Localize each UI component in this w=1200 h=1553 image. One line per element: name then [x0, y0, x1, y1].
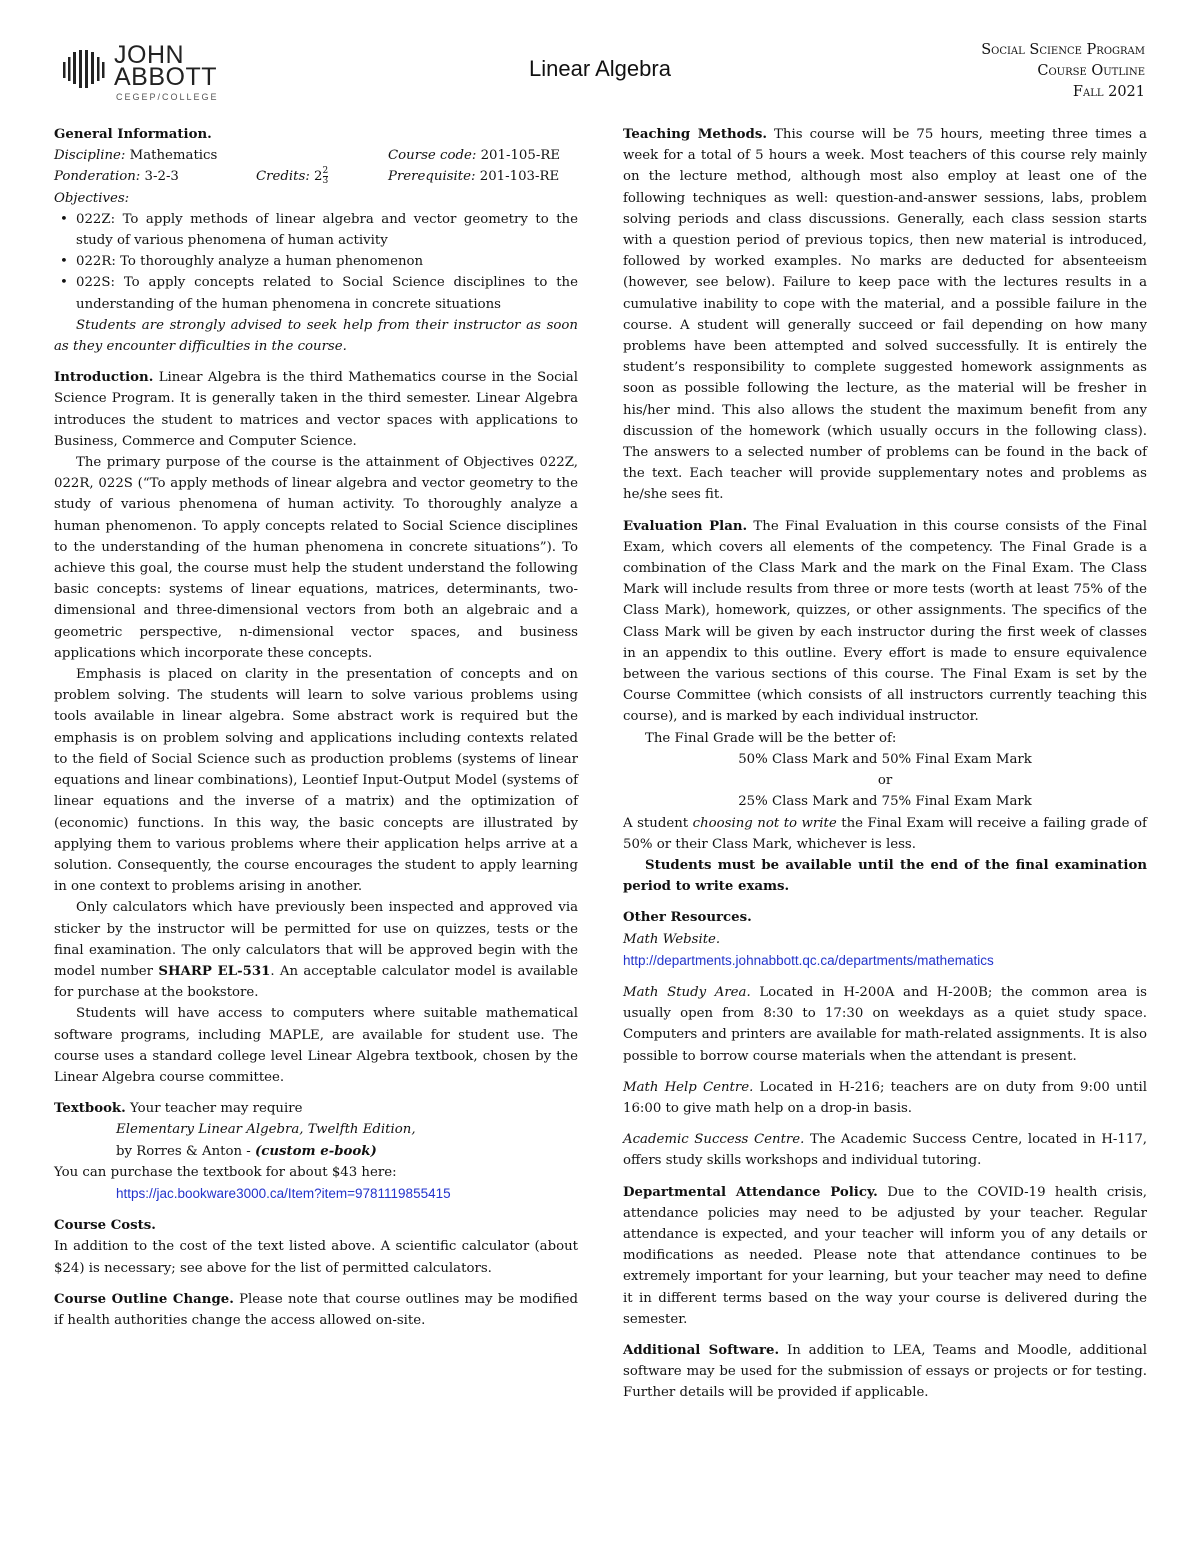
prerequisite-label: Prerequisite: — [388, 169, 476, 185]
textbook-authors-line — [54, 1141, 578, 1162]
general-info-heading: General Information. — [54, 127, 212, 142]
attendance-section — [623, 1182, 1147, 1330]
software-heading: Additional Software. — [623, 1342, 780, 1358]
other-resources-heading: Other Resources. — [623, 910, 752, 926]
objectives-list — [54, 209, 578, 315]
study-area-text: Located in H-200A and H-200B; the common area is usually open from 8:30 to 17:30 on weekdays as a quiet study space. Computers and printers are available for math-related assignments. It is also possible to borrow course materials when the attendant is present. — [623, 984, 1147, 1064]
course-costs-text: In addition to the cost of the text listed above. A scientific calculator (about $24) is necessary; see above for the list of permitted calculators. — [54, 1239, 578, 1276]
evaluation-heading: Evaluation Plan. — [623, 518, 748, 534]
teaching-section — [623, 124, 1147, 506]
help-centre-section — [623, 1077, 1147, 1119]
semester: Fall 2021 — [1072, 84, 1145, 100]
failing-rule — [623, 813, 1147, 855]
course-costs-heading: Course Costs. — [54, 1218, 156, 1234]
calculator-text-after: . An acceptable calculator model is available for purchase at the bookstore. — [54, 963, 578, 1001]
info-row-2 — [54, 166, 578, 187]
help-centre-text: Located in H-216; teachers are on duty from 9:00 until 16:00 to give math help on a drop-in basis. — [623, 1079, 1147, 1116]
introduction-heading: Introduction. — [54, 370, 154, 386]
failing-rule-italic: choosing not to write — [692, 815, 837, 831]
introduction-p1: Linear Algebra is the third Mathematics course in the Social Science Program. It is generally taken in the third semester. Linear Algebra introduces the student to matrices and vector spaces with applications to Business, Commerce and Computer Science. — [54, 370, 578, 449]
info-row-1 — [54, 145, 578, 166]
software-section — [623, 1340, 1147, 1404]
success-centre-label: Academic Success Centre. — [623, 1132, 805, 1148]
logo-text-college: CEGEP/COLLEGE — [116, 92, 219, 102]
textbook-heading: Textbook. — [54, 1101, 126, 1117]
textbook-format: (custom e-book) — [255, 1143, 377, 1159]
grade-option-2: 25% Class Mark and 75% Final Exam Mark — [738, 794, 1032, 810]
grade-option-1: 50% Class Mark and 50% Final Exam Mark — [738, 751, 1032, 767]
calculator-paragraph — [54, 897, 578, 1003]
study-area-section — [623, 982, 1147, 1067]
software-text: In addition to LEA, Teams and Moodle, additional software may be used for the submission of essays or projects or for testing. Further details will be provided if applicable. — [623, 1342, 1147, 1401]
program-name: Social Science Program — [981, 42, 1145, 58]
failing-rule-before: A student — [623, 815, 689, 831]
objective-item: • 022S: To apply concepts related to Social Science disciplines to the understanding of the human phenomena in concrete situations — [76, 272, 578, 314]
teaching-text: This course will be 75 hours, meeting three times a week for a total of 5 hours a week. Most teachers of this course rely mainly on the lecture method, although most also employ at least one of the following techniques as well: question-and-answer sessions, labs, problem solving periods and class discussions. Generally, each class session starts with a question period of previous topics, then new material is introduced, followed by worked examples. No marks are deducted for absenteeism (however, see below). Failure to keep pace with the lectures results in a cumulative inability to cope with the material, and a possible failure in the course. A student will generally succeed or fail depending on how many problems have been attempted and solved successfully. It is entirely the student’s responsibility to complete suggested homework assignments as soon as possible following the lecture, as the material will be fresher in his/her mind. This also allows the student the maximum benefit from any discussion of the homework (which usually occurs in the following class). The answers to a selected number of problems can be found in the back of the text. Each teacher will provide supplementary notes and problems as he/she sees fit. — [623, 127, 1147, 503]
discipline-label: Discipline: — [54, 148, 126, 164]
right-column — [623, 124, 1147, 1404]
help-centre-label: Math Help Centre. — [623, 1079, 754, 1095]
evaluation-text: The Final Evaluation in this course consists of the Final Exam, which covers all elements of the competency. The Final Grade is a combination of the Class Mark and the mark on the Final Exam. The Class Mark will include results from three or more tests (worth at least 75% of the Class Mark), homework, quizzes, or other assignments. The specifics of the Class Mark will be given by each instructor during the first week of classes in an appendix to this outline. Every effort is made to ensure equivalence between the various sections of this course. The Final Exam is set by the Course Committee (which consists of all instructors currently teaching this course), and is marked by each individual instructor. — [623, 518, 1148, 725]
logo-text-john: JOHN — [114, 41, 185, 69]
credits-whole: 2 — [314, 169, 323, 185]
introduction-p3: Emphasis is placed on clarity in the presentation of concepts and on problem solving. The students will learn to solve various problems using tools available in linear algebra. Some abstract work is required but the emphasis is on problem solving and applications including contexts related to the field of Social Science such as production problems (systems of linear equations and linear combinations), Leontief Input-Output Model (systems of linear equations and the inverse of a matrix) and the optimization of (economic) functions. In this way, the basic concepts are illustrated by applying them to various problems where their application helps arrive at a solution. Consequently, the course encourages the student to apply learning in one context to problems arising in another. — [54, 667, 578, 895]
credits-label: Credits: — [256, 169, 310, 185]
success-centre-text: The Academic Success Centre, located in H-117, offers study skills workshops and individual tutoring. — [623, 1132, 1148, 1169]
course-code-value: 201-105-RE — [480, 148, 561, 164]
textbook-intro: Your teacher may require — [130, 1101, 303, 1117]
left-column — [54, 124, 578, 1331]
logo-text-abbott: ABBOTT — [114, 63, 218, 91]
ponderation-value: 3-2-3 — [144, 169, 179, 185]
math-website-link[interactable]: http://departments.johnabbott.qc.ca/departments/mathematics — [623, 952, 994, 968]
document-type: Course Outline — [1037, 63, 1145, 79]
objective-item: • 022R: To thoroughly analyze a human phenomenon — [76, 251, 578, 272]
header-program-info — [981, 40, 1145, 103]
study-area-label: Math Study Area. — [623, 984, 751, 1000]
prerequisite-value: 201-103-RE — [479, 169, 560, 185]
ponderation-label: Ponderation: — [54, 169, 141, 185]
textbook-link[interactable]: https://jac.bookware3000.ca/Item?item=9781119855415 — [116, 1185, 451, 1201]
credits-denominator: 3 — [322, 176, 329, 187]
attendance-heading: Departmental Attendance Policy. — [623, 1184, 878, 1200]
credits-numerator: 2 — [322, 166, 329, 177]
course-code-label: Course code: — [388, 148, 477, 164]
final-grade-intro: The Final Grade will be the better of: — [645, 730, 897, 746]
teaching-heading: Teaching Methods. — [623, 127, 767, 142]
introduction-p5: Students will have access to computers where suitable mathematical software programs, including MAPLE, are available for student use. The course uses a standard college level Linear Algebra textbook, chosen by the Linear Algebra course committee. — [54, 1006, 578, 1085]
page-title: Linear Algebra — [529, 56, 671, 81]
objective-item: • 022Z: To apply methods of linear algebra and vector geometry to the study of various phenomena of human activity — [76, 209, 578, 251]
introduction-p2: The primary purpose of the course is the attainment of Objectives 022Z, 022R, 022S (“To apply methods of linear algebra and vector geometry to the study of various phenomena of human activity. To thoroughly analyze a human phenomenon. To apply concepts related to Social Science disciplines to the understanding of the human phenomena in concrete situations”). To achieve this goal, the course must help the student understand the following basic concepts: systems of linear equations, matrices, determinants, two-dimensional and three-dimensional vectors from both an algebraic and a geometric perspective, n-dimensional vector spaces, and business applications which incorporate these concepts. — [54, 455, 578, 661]
math-website-label: Math Website. — [623, 931, 721, 947]
credits-fraction — [323, 167, 329, 186]
evaluation-section — [623, 516, 1147, 728]
attendance-text: Due to the COVID-19 health crisis, attendance policies may need to be adjusted by your teacher. Regular attendance is expected, and your teacher will inform you of any details or modifications as needed. Please note that attendance continues to be extremely important for your learning, but your teacher may need to define it in different terms based on the way your course is delivered during the semester. — [623, 1184, 1148, 1327]
objectives-label: Objectives: — [54, 190, 130, 206]
outline-change-section — [54, 1289, 578, 1331]
exam-availability-notice: Students must be available until the end of the final examination period to write exams. — [623, 857, 1147, 895]
textbook-section — [54, 1098, 578, 1119]
outline-change-heading: Course Outline Change. — [54, 1291, 234, 1307]
grade-option-or: or — [877, 773, 893, 789]
success-centre-section — [623, 1129, 1147, 1171]
introduction-section — [54, 367, 578, 452]
calculator-model: SHARP EL-531 — [158, 963, 271, 979]
textbook-authors: by Rorres & Anton - — [116, 1143, 255, 1159]
textbook-purchase: You can purchase the textbook for about $43 here: — [54, 1164, 397, 1180]
calculator-text-before: Only calculators which have previously been inspected and approved via sticker by the instructor will be permitted for use on quizzes, tests or the final examination. The only calculators that will be approved begin with the model number — [54, 900, 578, 979]
outline-change-text: Please note that course outlines may be modified if health authorities change the access allowed on-site. — [54, 1291, 578, 1328]
help-advice: Students are strongly advised to seek help from their instructor as soon as they encounter difficulties in the course. — [54, 317, 578, 355]
discipline-value: Mathematics — [129, 148, 218, 164]
textbook-title: Elementary Linear Algebra, Twelfth Edition, — [116, 1122, 416, 1138]
failing-rule-after: the Final Exam will receive a failing grade of 50% or their Class Mark, whichever is less. — [623, 815, 1147, 852]
